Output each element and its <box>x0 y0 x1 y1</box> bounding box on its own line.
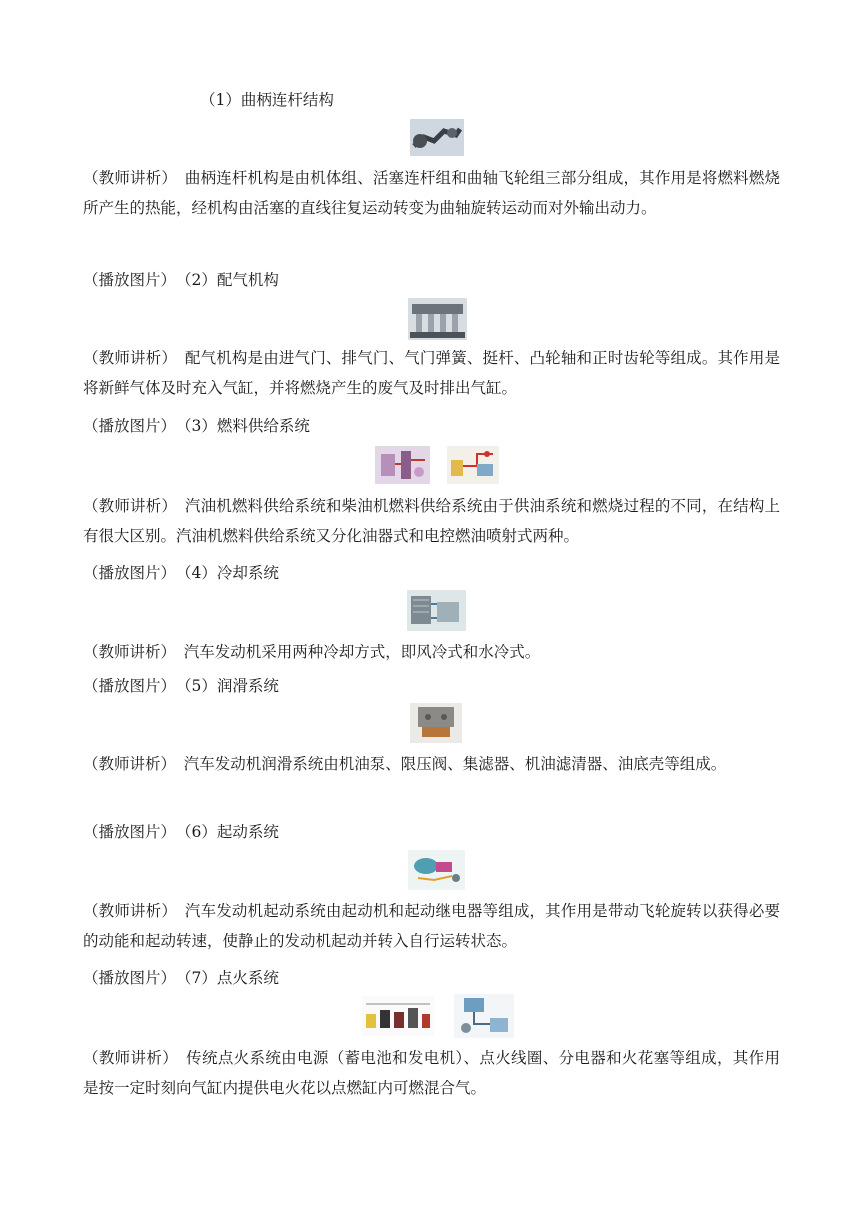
fuel-injection-system-image <box>447 446 499 484</box>
section-3-caption: （播放图片） （3）燃料供给系统 <box>83 417 310 435</box>
section-6-caption: （播放图片） （6）起动系统 <box>83 823 279 841</box>
section-4-lecture: （教师讲析） 汽车发动机采用两种冷却方式，即风冷式和水冷式。 <box>83 643 541 661</box>
ignition-circuit-diagram-image <box>362 996 434 1036</box>
section-2-caption: （播放图片） （2）配气机构 <box>83 271 279 289</box>
section-2-lecture: （教师讲析） 配气机构是由进气门、排气门、气门弹簧、挺杆、凸轮轴和正时齿轮等组成。其作用是将新鲜气体及时充入气缸，并将燃烧产生的废气及时排出气缸。 <box>83 349 780 397</box>
section-6-lecture: （教师讲析） 汽车发动机起动系统由起动机和起动继电器等组成，其作用是带动飞轮旋转以获得必要的动能和起动转速，使静止的发动机起动并转入自行运转状态。 <box>83 902 780 950</box>
section-7-caption: （播放图片） （7）点火系统 <box>83 969 279 987</box>
section-1-caption: （1）曲柄连杆结构 <box>200 91 334 109</box>
section-5-lecture: （教师讲析） 汽车发动机润滑系统由机油泵、限压阀、集滤器、机油滤清器、油底壳等组成。 <box>83 755 727 773</box>
cooling-system-image <box>407 590 466 631</box>
ignition-components-image <box>454 994 514 1038</box>
valve-train-image <box>408 298 467 340</box>
section-3-lecture: （教师讲析） 汽油机燃料供给系统和柴油机燃料供给系统由于供油系统和燃烧过程的不同，在结构上有很大区别。汽油机燃料供给系统又分化油器式和电控燃油喷射式两种。 <box>83 497 780 545</box>
starting-system-image <box>408 850 465 890</box>
lubrication-system-image <box>410 703 462 743</box>
section-1-lecture: （教师讲析） 曲柄连杆机构是由机体组、活塞连杆组和曲轴飞轮组三部分组成，其作用是将燃料燃烧所产生的热能，经机构由活塞的直线往复运动转变为曲轴旋转运动而对外输出动力。 <box>83 169 780 217</box>
crankshaft-image <box>410 119 464 156</box>
section-7-lecture: （教师讲析） 传统点火系统由电源（蓄电池和发电机）、点火线圈、分电器和火花塞等组成，其作用是按一定时刻向气缸内提供电火花以点燃缸内可燃混合气。 <box>83 1049 780 1097</box>
section-5-caption: （播放图片） （5）润滑系统 <box>83 677 279 695</box>
section-4-caption: （播放图片） （4）冷却系统 <box>83 564 279 582</box>
carburetor-system-image <box>375 446 430 484</box>
